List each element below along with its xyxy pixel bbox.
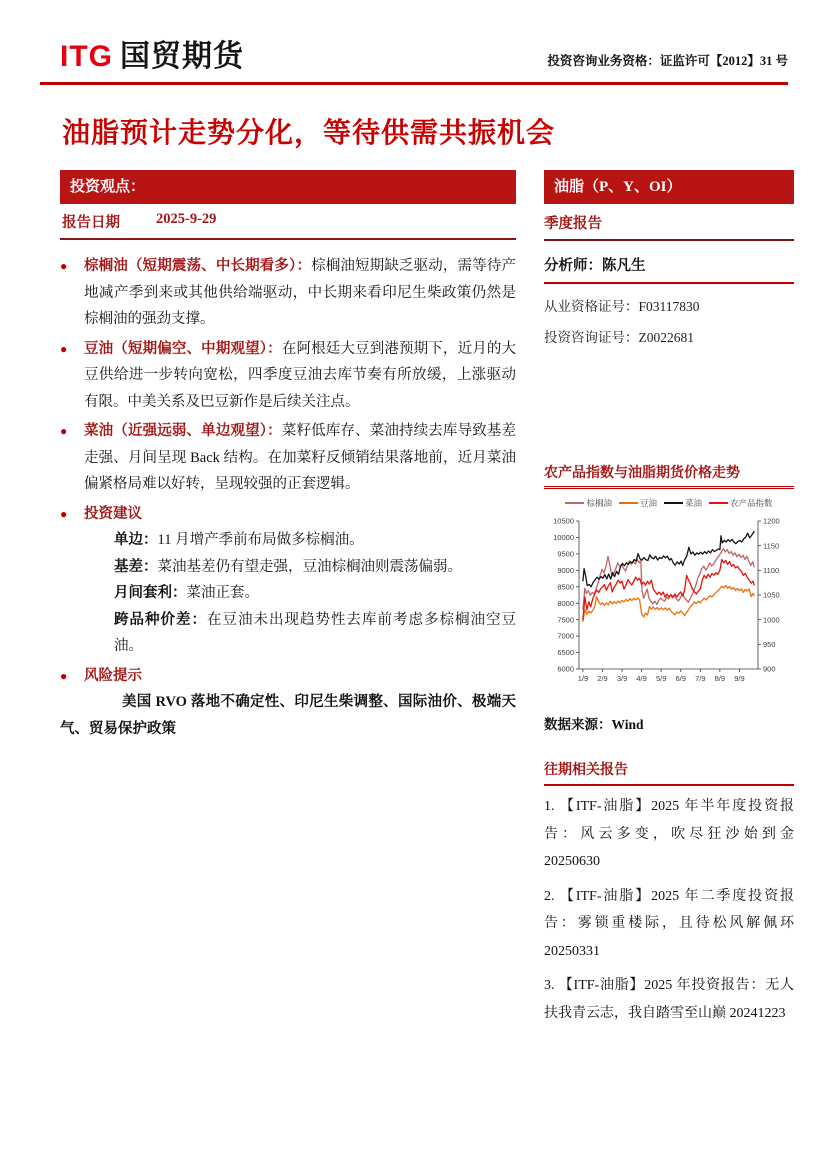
svg-text:5/9: 5/9 [655, 674, 667, 683]
legend-line-swatch [565, 502, 584, 504]
bullet-icon: ● [60, 259, 68, 273]
svg-text:10000: 10000 [553, 533, 574, 543]
svg-text:6000: 6000 [557, 664, 574, 674]
report-date-label: 报告日期 [62, 215, 120, 231]
svg-text:1200: 1200 [763, 516, 780, 526]
legend-item [619, 497, 657, 509]
svg-text:7500: 7500 [557, 615, 574, 625]
observation-heading: 菜油（近强远弱、单边观望）： [84, 423, 282, 439]
svg-text:10500: 10500 [553, 516, 574, 526]
legend-label: 农产品指数 [730, 498, 773, 508]
variety-box: 油脂（P、Y、OI） [544, 170, 794, 204]
svg-text:900: 900 [763, 664, 776, 674]
related-report-item: 3. 【ITF-油脂】2025 年投资报告：无人扶我青云志，我自踏雪至山巅 20241223 [544, 978, 794, 1021]
svg-text:4/9: 4/9 [636, 674, 647, 683]
svg-text:7/9: 7/9 [695, 674, 706, 683]
viewpoint-list [60, 253, 516, 742]
report-title: 油脂预计走势分化，等待供需共振机会 [62, 118, 556, 149]
observation-heading: 豆油（短期偏空、中期观望）： [84, 340, 282, 357]
logo-itg-text: ITG [60, 40, 113, 73]
svg-text:1150: 1150 [763, 541, 780, 551]
svg-text:9/9: 9/9 [734, 674, 745, 683]
svg-text:2/9: 2/9 [597, 674, 608, 683]
advice-heading: 投资建议 [84, 505, 142, 522]
advice-label: 月间套利： [114, 585, 187, 601]
svg-text:1050: 1050 [763, 590, 780, 600]
analyst-name: 分析师：陈凡生 [544, 254, 794, 284]
advisory-cert-number: 投资咨询证号：Z0022681 [544, 330, 694, 345]
chart-legend [544, 497, 794, 509]
observation-rapeseed [60, 418, 516, 498]
svg-text:1100: 1100 [763, 565, 780, 575]
related-reports-title: 往期相关报告 [544, 759, 794, 786]
observation-soy [60, 336, 516, 416]
legend-label: 菜油 [685, 498, 703, 508]
right-column [544, 170, 794, 1027]
advice-text: 菜油正套。 [186, 585, 259, 601]
related-reports [544, 759, 794, 1027]
observation-body: 棕榈油短期缺乏驱动，需等待产地减产季到来或其他供给端驱动，中长期来看印尼生柴政策仍然是棕榈油的强劲支撑。 [84, 258, 516, 327]
svg-text:9500: 9500 [557, 549, 574, 559]
data-source: 数据来源：Wind [544, 717, 644, 732]
svg-text:1000: 1000 [763, 615, 780, 625]
svg-text:6/9: 6/9 [675, 674, 686, 683]
bullet-icon: ● [60, 506, 68, 521]
svg-text:9000: 9000 [557, 565, 574, 575]
legend-line-swatch [664, 502, 683, 504]
legend-label: 豆油 [639, 498, 657, 508]
observation-body: 菜籽低库存、菜油持续去库导致基差走强、月间呈现 Back 结构。在加菜籽反倾销结果落地前，近月菜油偏紧格局难以好转，呈现较强的正套逻辑。 [84, 423, 517, 492]
report-type: 季度报告 [544, 212, 794, 241]
advice-label: 跨品种价差： [114, 611, 207, 628]
viewpoint-bar: 投资观点： [60, 170, 516, 204]
legend-line-swatch [619, 502, 638, 504]
bullet-icon: ● [60, 424, 68, 438]
advice-item [84, 607, 516, 660]
related-report-item: 2. 【ITF-油脂】2025 年二季度投资报告：雾锁重楼际，且待松风解佩环 20250331 [544, 888, 794, 959]
risk-text: 美国 RVO 落地不确定性、印尼生柴调整、国际油价、极端天气、贸易保护政策 [60, 694, 516, 737]
advice-item [84, 527, 516, 554]
qualification-text: 投资咨询业务资格：证监许可【2012】31 号 [547, 54, 788, 68]
observation-body: 在阿根廷大豆到港预期下，近月的大豆供给进一步转向宽松，四季度豆油去库节奏有所放缓，上涨驱动有限。中美关系及巴豆新作是后续关注点。 [84, 340, 517, 410]
advice-item [84, 554, 516, 581]
logo-cn-text: 国贸期货 [120, 40, 244, 73]
company-logo [60, 42, 244, 72]
advice-label: 单边： [114, 532, 158, 548]
svg-text:950: 950 [763, 639, 776, 649]
risk-warning [60, 663, 516, 743]
bullet-icon: ● [60, 341, 68, 356]
left-column [60, 170, 516, 1027]
bullet-icon: ● [60, 668, 68, 683]
advice-item [84, 580, 516, 607]
legend-label: 棕榈油 [586, 498, 612, 508]
legend-item [709, 497, 773, 509]
observation-heading: 棕榈油（短期震荡、中长期看多）： [84, 258, 312, 274]
advice-text: 菜油基差仍有望走强，豆油棕榈油则震荡偏弱。 [157, 558, 462, 575]
legend-line-swatch [709, 502, 728, 504]
advice-text: 在豆油未出现趋势性去库前考虑多棕榈油空豆油。 [114, 611, 516, 654]
content-columns [60, 170, 794, 1027]
legend-item [565, 497, 612, 509]
svg-text:1/9: 1/9 [577, 674, 589, 683]
report-date-row [60, 211, 516, 240]
related-report-item: 1. 【ITF-油脂】2025 年半年度投资报告：风云多变，吹尽狂沙始到金 20250630 [544, 799, 794, 869]
price-chart-block [544, 462, 794, 733]
advice-label: 基差： [114, 558, 158, 575]
chart-title: 农产品指数与油脂期货价格走势 [544, 462, 794, 489]
report-date-value: 2025-9-29 [156, 211, 217, 227]
advice-text: 11 月增产季前布局做多棕榈油。 [157, 532, 364, 548]
observation-palm [60, 253, 516, 333]
page-header [60, 0, 788, 72]
risk-heading: 风险提示 [84, 667, 142, 684]
svg-text:8000: 8000 [557, 598, 574, 608]
practice-cert-number: 从业资格证号：F03117830 [544, 299, 700, 314]
svg-text:7000: 7000 [557, 631, 574, 641]
investment-advice [60, 501, 516, 660]
legend-item [664, 497, 702, 509]
svg-text:3/9: 3/9 [616, 674, 628, 683]
svg-text:6500: 6500 [557, 648, 574, 658]
svg-text:8500: 8500 [557, 582, 574, 592]
price-chart-svg [544, 511, 794, 703]
header-divider [40, 82, 788, 85]
svg-text:8/9: 8/9 [714, 674, 726, 683]
